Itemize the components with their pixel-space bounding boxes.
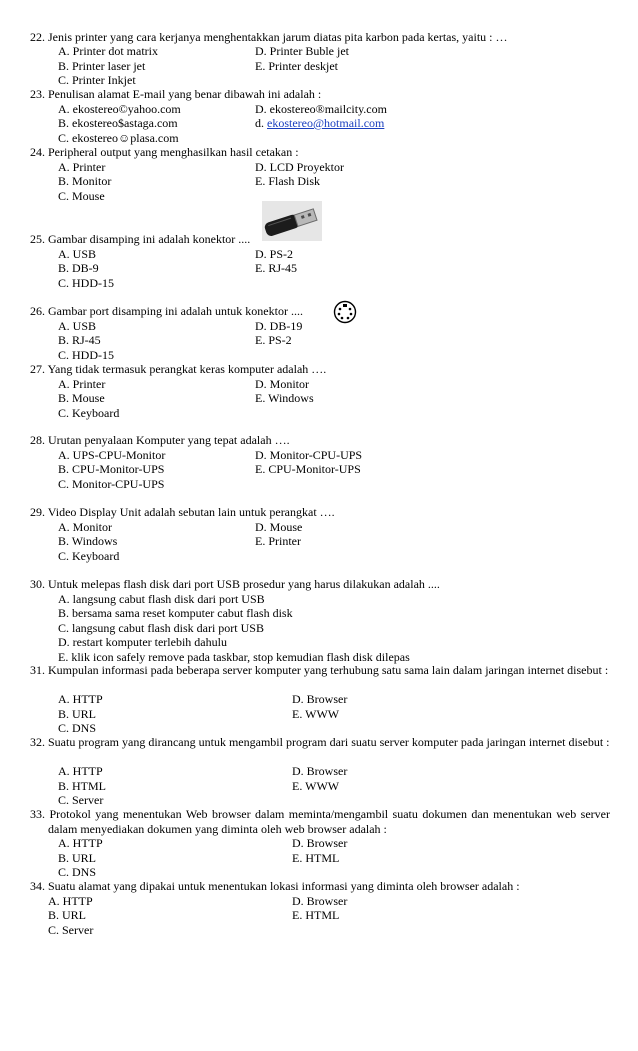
question-27 [30, 362, 610, 377]
option-a: A. Printer [58, 376, 106, 391]
option-e: E. RJ-45 [255, 261, 297, 275]
option-c: C. DNS [58, 865, 97, 879]
question-30 [30, 577, 610, 592]
email-link[interactable]: ekostereo@hotmail.com [267, 116, 385, 130]
question-stem: 31. Kumpulan informasi pada beberapa server komputer yang terhubung satu sama lain dalam jaringan internet disebut : [30, 663, 609, 677]
option-d: D. Monitor [255, 376, 309, 391]
option-e: E. Printer [255, 534, 301, 548]
option-a: A. Printer dot matrix [58, 44, 158, 58]
option-a: A. HTTP [58, 764, 103, 778]
question-stem: 29. Video Display Unit adalah sebutan lain untuk perangkat …. [30, 505, 335, 519]
question-29 [30, 505, 610, 520]
option-e: E. PS-2 [255, 333, 292, 347]
option-b: B. Mouse [58, 391, 105, 405]
question-25 [30, 232, 610, 247]
option-a: A. ekostereo©yahoo.com [58, 101, 181, 116]
option-b: B. CPU-Monitor-UPS [58, 462, 165, 476]
question-22 [30, 30, 610, 45]
option-b: B. HTML [58, 778, 106, 793]
option-e: E. Windows [255, 391, 314, 405]
option-b: B. Monitor [58, 174, 112, 188]
option-b: B. DB-9 [58, 261, 99, 275]
option-d: D. Browser [292, 764, 348, 778]
question-28 [30, 433, 610, 448]
option-a: A. Monitor [58, 519, 112, 534]
question-26 [30, 304, 610, 319]
option-c: C. HDD-15 [58, 275, 114, 290]
option-a: A. HTTP [58, 692, 103, 706]
question-32 [30, 735, 610, 750]
option-b: B. bersama sama reset komputer cabut flash disk [58, 606, 293, 620]
question-stem [30, 30, 610, 45]
question-stem: 25. Gambar disamping ini adalah konektor .... [30, 232, 251, 246]
option-a: A. USB [58, 246, 97, 261]
option-d: D. restart komputer terlebih dahulu [58, 635, 227, 649]
question-text: Jenis printer yang cara kerjanya menghentakkan jarum diatas pita karbon pada kertas, yaitu : … [48, 30, 508, 44]
question-stem: 27. Yang tidak termasuk perangkat keras komputer adalah …. [30, 362, 327, 376]
option-d: D. Browser [292, 692, 348, 706]
question-33 [30, 807, 610, 836]
question-23 [30, 87, 610, 102]
option-e: E. Flash Disk [255, 174, 321, 188]
option-c: C. Keyboard [58, 548, 120, 563]
option-c: C. HDD-15 [58, 347, 114, 362]
option-b: B. URL [58, 706, 97, 721]
option-d: D. ekostereo®mailcity.com [255, 101, 387, 116]
option-a: A. langsung cabut flash disk dari port USB [58, 591, 265, 606]
option-c: C. ekostereo☺plasa.com [58, 130, 179, 145]
option-e: E. HTML [292, 850, 340, 865]
option-d: D. DB-19 [255, 318, 303, 333]
question-stem: 33. Protokol yang menentukan Web browser dalam meminta/mengambil suatu dokumen dan menentukan web server dalam menyediakan dokumen yang diminta oleh web browser adalah : [30, 807, 610, 836]
option-b: B. ekostereo$astaga.com [58, 116, 178, 130]
question-31 [30, 663, 610, 678]
question-stem: 34. Suatu alamat yang dipakai untuk menentukan lokasi informasi yang diminta oleh browser adalah : [30, 879, 520, 893]
question-34 [30, 879, 610, 894]
option-e: E. WWW [292, 778, 340, 793]
question-stem: 28. Urutan penyalaan Komputer yang tepat adalah …. [30, 433, 290, 447]
option-b: B. URL [48, 908, 87, 922]
option-c: C. langsung cabut flash disk dari port USB [58, 620, 264, 635]
question-number: 22. [30, 30, 45, 44]
option-c: C. Server [48, 922, 94, 937]
option-d: D. Browser [292, 893, 348, 908]
option-e: E. HTML [292, 908, 340, 922]
question-stem: 32. Suatu program yang dirancang untuk mengambil program dari suatu server komputer pada jaringan internet disebut : [30, 735, 610, 749]
option-b: B. Printer laser jet [58, 58, 146, 73]
option-a: A. HTTP [48, 893, 93, 908]
option-a: A. UPS-CPU-Monitor [58, 447, 166, 462]
question-stem: 26. Gambar port disamping ini adalah untuk konektor .... [30, 304, 303, 318]
option-e: E. klik icon safely remove pada taskbar, stop kemudian flash disk dilepas [58, 649, 410, 664]
option-c: C. Server [58, 793, 104, 807]
option-e: E. CPU-Monitor-UPS [255, 462, 361, 476]
option-d: D. Monitor-CPU-UPS [255, 447, 363, 462]
option-a: A. USB [58, 318, 97, 333]
option-c: C. Monitor-CPU-UPS [58, 476, 165, 491]
question-stem: 24. Peripheral output yang menghasilkan hasil cetakan : [30, 145, 299, 159]
option-d: D. Browser [292, 836, 348, 850]
option-b: B. RJ-45 [58, 333, 101, 347]
option-e: E. Printer deskjet [255, 58, 338, 73]
option-d: D. PS-2 [255, 246, 294, 261]
option-c: C. Mouse [58, 188, 105, 203]
option-c: C. Printer Inkjet [58, 73, 136, 87]
option-e: d. ekostereo@hotmail.com [255, 116, 385, 130]
option-a: A. Printer [58, 159, 106, 174]
question-24 [30, 145, 610, 160]
question-stem: 23. Penulisan alamat E-mail yang benar dibawah ini adalah : [30, 87, 322, 101]
option-c: C. Keyboard [58, 405, 120, 420]
option-b: B. Windows [58, 534, 118, 548]
option-e: E. WWW [292, 706, 340, 721]
option-b: B. URL [58, 850, 97, 865]
option-d: D. LCD Proyektor [255, 159, 344, 174]
option-a: A. HTTP [58, 836, 103, 850]
option-c: C. DNS [58, 721, 97, 735]
option-d: D. Printer Buble jet [255, 44, 349, 58]
option-d: D. Mouse [255, 519, 303, 534]
question-stem: 30. Untuk melepas flash disk dari port USB prosedur yang harus dilakukan adalah .... [30, 577, 440, 591]
